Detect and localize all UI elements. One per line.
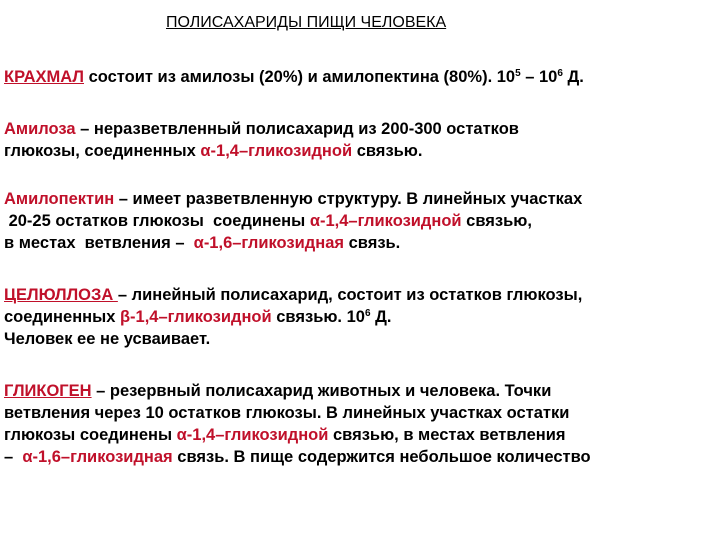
amylose-line-2-end: связью.: [352, 142, 423, 160]
glycogen-line-3-text: глюкозы соединены: [4, 426, 177, 444]
amylopectin-line-3-end: связь.: [344, 234, 401, 252]
amylose-line-2: [4, 140, 716, 162]
amylopectin-line-3-text: в местах ветвления –: [4, 234, 194, 252]
cellulose-line-2-end: Д.: [370, 308, 392, 326]
glycogen-line-4-end: связь. В пище содержится небольшое количество: [172, 448, 591, 466]
cellulose-paragraph: [4, 284, 716, 350]
starch-line: [4, 66, 716, 88]
amylopectin-line-2-text: 20-25 остатков глюкозы соединены: [4, 212, 310, 230]
glycogen-line-1: [4, 380, 716, 402]
cellulose-line-1: [4, 284, 716, 306]
amylopectin-bond-2: α-1,6–гликозидная: [193, 234, 345, 252]
amylose-line-1-text: – неразветвленный полисахарид из 200-300 остатков: [75, 120, 519, 138]
glycogen-paragraph: [4, 380, 716, 468]
amylopectin-line-1: [4, 188, 716, 210]
glycogen-line-2: ветвления через 10 остатков глюкозы. В линейных участках остатки: [4, 404, 570, 422]
glycogen-bond-1: α-1,4–гликозидной: [176, 426, 329, 444]
amylopectin-term: Амилопектин: [4, 190, 115, 208]
amylopectin-paragraph: [4, 188, 716, 254]
amylopectin-line-2: [4, 210, 716, 232]
cellulose-line-3: Человек ее не усваивает.: [4, 330, 211, 348]
amylose-bond: α-1,4–гликозидной: [200, 142, 353, 160]
cellulose-term: ЦЕЛЮЛЛОЗА: [4, 286, 118, 304]
starch-text-3: Д.: [562, 68, 584, 86]
cellulose-exponent: 6: [364, 308, 371, 319]
glycogen-bond-2: α-1,6–гликозидная: [22, 448, 173, 466]
cellulose-line-1-text: – линейный полисахарид, состоит из остатков глюкозы,: [117, 286, 583, 304]
amylose-line-2-text: глюкозы, соединенных: [4, 142, 201, 160]
amylose-term: Амилоза: [4, 120, 76, 138]
glycogen-line-4: [4, 446, 716, 468]
glycogen-line-3: [4, 424, 716, 446]
amylopectin-line-3: [4, 232, 716, 254]
amylopectin-line-1-text: – имеет разветвленную структуру. В линейных участках: [114, 190, 583, 208]
cellulose-line-2: [4, 306, 716, 328]
glycogen-line-4-text: –: [4, 448, 23, 466]
starch-exponent-1: 5: [515, 68, 521, 79]
page-title: ПОЛИСАХАРИДЫ ПИЩИ ЧЕЛОВЕКА: [166, 14, 447, 31]
glycogen-line-3-end: связью, в местах ветвления: [328, 426, 566, 444]
amylose-line-1: [4, 118, 716, 140]
starch-term: КРАХМАЛ: [4, 68, 84, 86]
amylose-paragraph: [4, 118, 716, 162]
starch-text: состоит из амилозы (20%) и амилопектина (80%). 10: [84, 68, 516, 86]
starch-exponent-2: 6: [557, 68, 563, 79]
starch-paragraph: [4, 66, 716, 88]
cellulose-line-2-mid: связью. 10: [271, 308, 365, 326]
amylopectin-bond-1: α-1,4–гликозидной: [309, 212, 462, 230]
glycogen-line-1-text: – резервный полисахарид животных и человека. Точки: [91, 382, 552, 400]
starch-text-2: – 10: [520, 68, 558, 86]
glycogen-term: ГЛИКОГЕН: [4, 382, 92, 400]
cellulose-line-2-text: соединенных: [4, 308, 120, 326]
cellulose-bond: β-1,4–гликозидной: [119, 308, 272, 326]
amylopectin-line-2-end: связью,: [461, 212, 532, 230]
